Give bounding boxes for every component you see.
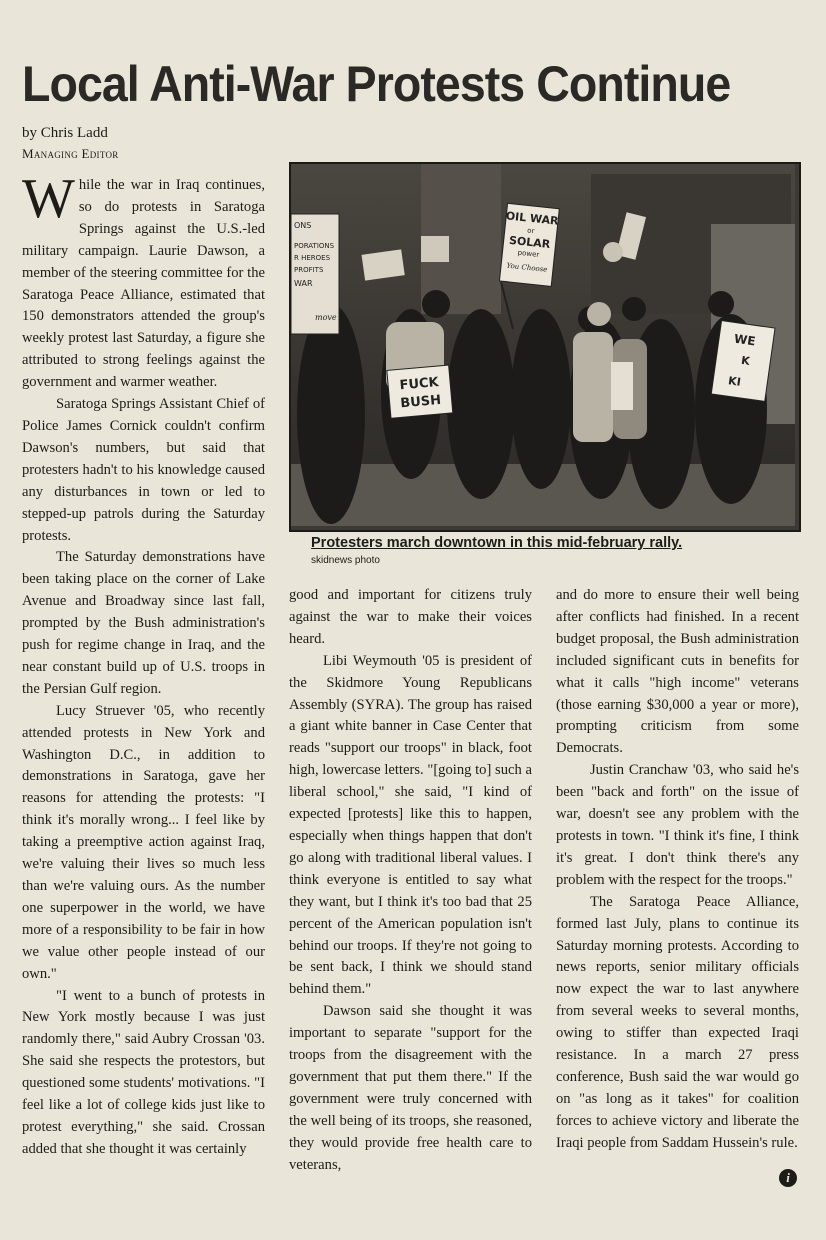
sign-text: WAR [294,279,313,288]
sign-text: power [517,248,540,259]
paragraph: The Saratoga Peace Alliance, formed last July, plans to continue its Saturday morning protests. According to news reports, senior military officials now expect the war to last anywhere from several weeks to several months, owing to stiffer than expected Iraqi resistance. In a march 27 press conference, Bush said the war would go on "as long as it takes" for coalition forces to achieve victory and liberate the Iraqi people from Saddam Hussein's rule. [556,893,799,1151]
paragraph: Lucy Struever '05, who recently attended protests in New York and Washington D.C., in addition to demonstrations in Saratoga, gave her reasons for attending the protests: "I think it's morally wrong... I feel like by taking a preemptive action against Iraq, we're valuing their lives so much less than we're valuing ours. As the number one superpower in the world, we have more of a responsibility to be fair in how we value other people instead of our own." [22,702,265,982]
sign-text: KI [727,374,742,389]
sign-blank [611,362,633,410]
paragraph: Justin Cranchaw '03, who said he's been "back and forth" on the issue of war, doesn't see any problem with the protests in town. "I think it's fine, I think it's great. I don't think there's any problem with the respect for the troops." [556,762,799,888]
sign-text: WE [733,331,757,349]
paragraph-text: hile the war in Iraq continues, so do protests in Saratoga Springs against the U.S.-led military campaign. Laurie Dawson, a member of the steering committee for the Saratoga Peace Alliance, estimated that 150 demonstrators attended the group's weekly protest last Saturday, a figure she attributed to strong feelings against the government and warmer weather. [22,177,265,391]
protest-photo [289,162,801,532]
sign-text: SOLAR [508,233,551,251]
paragraph: good and important for citizens truly against the war to make their voices heard. [289,587,532,647]
article-column-2 [289,585,532,1176]
sign-right [711,321,775,402]
byline-role: Managing Editor [22,146,119,161]
paragraph: Dawson said she thought it was important to separate "support for the troops from the disagreement with the government that put them there." If the government were truly concerned with the well being of its troops, she reasoned, they would provide free health care to veterans, [289,1003,532,1173]
paragraph: and do more to ensure their well being after conflicts had finished. In a recent budget proposal, the Bush administration included significant cuts in benefits for what it calls "high income" veterans (those earning $30,000 a year or more), prompting criticism from some Democrats. [556,587,799,757]
sign-text: K [740,353,751,368]
photo-illustration [291,164,795,526]
drop-cap: W [22,168,75,230]
sign-text: or [526,226,535,236]
paragraph: Libi Weymouth '05 is president of the Skidmore Young Republicans Assembly (SYRA). The group has raised a giant white banner in Case Center that reads "support our troops" in black, foot high, lowercase letters. "[going to] such a liberal school," she said, "I kind of expected [protests] like this to happen, especially when things happen that don't go along with traditional liberal values. I think everyone is entitled to say what they want, but I think it's too bad that 25 percent of the American population isn't behind our troops. If they're not going to be sent back, I think we should stand behind them." [289,652,532,998]
paragraph [22,168,265,394]
sign-text: PROFITS [294,266,324,274]
sign-text: ONS [294,221,312,230]
sign-text: move [315,313,337,322]
sign-center [387,365,453,418]
byline: by Chris Ladd [22,125,108,141]
sign-blank [362,249,405,280]
paragraph: Saratoga Springs Assistant Chief of Police James Cornick couldn't confirm Dawson's numbers, but said that protesters hadn't to his knowledge caused any disturbances in town or led to stepped-up patrols during the Saturday protests. [22,396,265,544]
balloon [603,242,623,262]
sign-text: You Choose [506,261,548,274]
paragraph: "I went to a bunch of protests in New York mostly because I was just randomly there," said Aubry Crossan '03. She said she respects the protestors, but questioned some students' motivations. "I feel like a lot of college kids just like to protest everything," she said. Crossan added that she thought it was certainly [22,987,265,1157]
sign-text: R HEROES [294,254,331,262]
photo-credit: skidnews photo [311,555,380,566]
headline: Local Anti-War Protests Continue [22,56,731,112]
sign-text: BUSH [399,392,442,412]
sign-text: PORATIONS [294,242,335,250]
sign-text: OIL WAR [505,209,560,228]
sign-blank [421,236,449,262]
article-column-1 [22,168,265,1161]
sign-left [291,214,339,334]
photo-caption: Protesters march downtown in this mid-february rally. [311,535,683,551]
article-column-3 [556,585,799,1155]
sign-oil-war [499,203,560,286]
end-of-story-icon: i [779,1169,797,1187]
sign-text: FUCK [399,375,440,394]
paragraph: The Saturday demonstrations have been taking place on the corner of Lake Avenue and Broadway since last fall, prompted by the Bush administration's push for regime change in Iraq, and the near constant build up of U.S. troops in the Persian Gulf region. [22,549,265,697]
